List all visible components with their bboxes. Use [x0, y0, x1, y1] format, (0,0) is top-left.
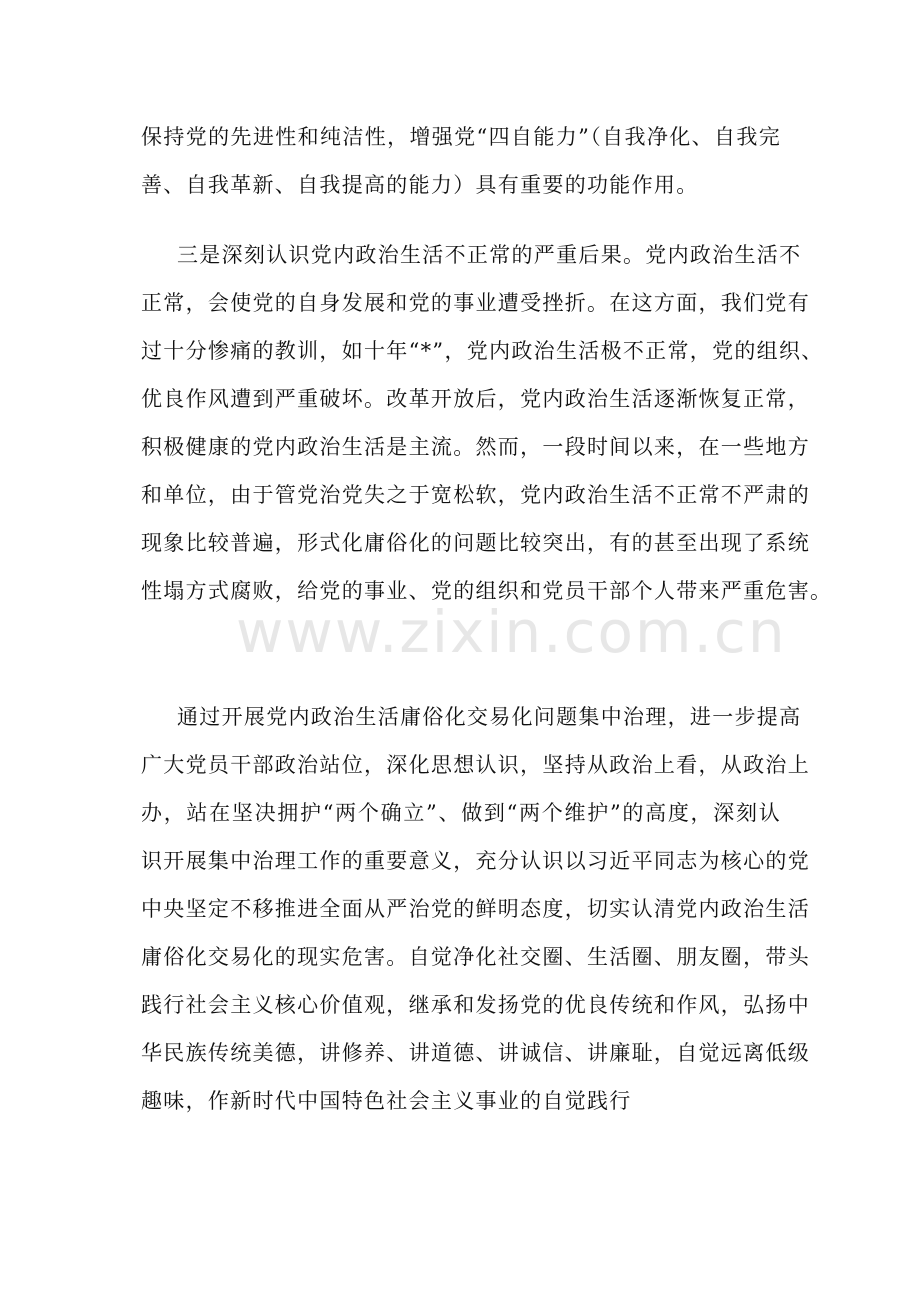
paragraph-line: 优良作风遭到严重破坏。改革开放后，党内政治生活逐渐恢复正常，	[141, 387, 810, 411]
paragraph-line: 正常，会使党的自身发展和党的事业遭受挫折。在这方面，我们党有	[141, 291, 810, 315]
paragraph-line: 华民族传统美德，讲修养、讲道德、讲诚信、讲廉耻，自觉远离低级	[141, 1041, 810, 1065]
paragraph-line: 积极健康的党内政治生活是主流。然而，一段时间以来，在一些地方	[141, 435, 810, 459]
paragraph-line: 性塌方式腐败，给党的事业、党的组织和党员干部个人带来严重危害。	[141, 579, 833, 603]
watermark: www.zixin.com.cn	[236, 598, 787, 666]
paragraph-line: 趣味，作新时代中国特色社会主义事业的自觉践行	[141, 1089, 632, 1113]
paragraph-line: 和单位，由于管党治党失之于宽松软，党内政治生活不正常不严肃的	[141, 483, 810, 507]
paragraph-2	[141, 231, 833, 615]
paragraph-line: 庸俗化交易化的现实危害。自觉净化社交圈、生活圈、朋友圈，带头	[141, 945, 810, 969]
paragraph-line: 保持党的先进性和纯洁性，增强党“四自能力”（自我净化、自我完	[141, 125, 781, 149]
paragraph-line: 过十分惨痛的教训，如十年“*”，党内政治生活极不正常，党的组织、	[141, 339, 824, 363]
paragraph-line: 善、自我革新、自我提高的能力）具有重要的功能作用。	[141, 173, 699, 197]
paragraph-line: 广大党员干部政治站位，深化思想认识，坚持从政治上看，从政治上	[141, 753, 810, 777]
paragraph-line: 现象比较普遍，形式化庸俗化的问题比较突出，有的甚至出现了系统	[141, 531, 810, 555]
paragraph-line: 三是深刻认识党内政治生活不正常的严重后果。党内政治生活不	[177, 243, 802, 267]
paragraph-line: 通过开展党内政治生活庸俗化交易化问题集中治理，进一步提高	[177, 705, 802, 729]
paragraph-line: 识开展集中治理工作的重要意义，充分认识以习近平同志为核心的党	[141, 849, 810, 873]
paragraph-1	[141, 113, 781, 209]
paragraph-line: 中央坚定不移推进全面从严治党的鲜明态度，切实认清党内政治生活	[141, 897, 810, 921]
paragraph-line: 践行社会主义核心价值观，继承和发扬党的优良传统和作风，弘扬中	[141, 993, 810, 1017]
paragraph-line: 办，站在坚决拥护“两个确立”、做到“两个维护”的高度，深刻认	[141, 801, 781, 825]
paragraph-3	[141, 693, 810, 1125]
